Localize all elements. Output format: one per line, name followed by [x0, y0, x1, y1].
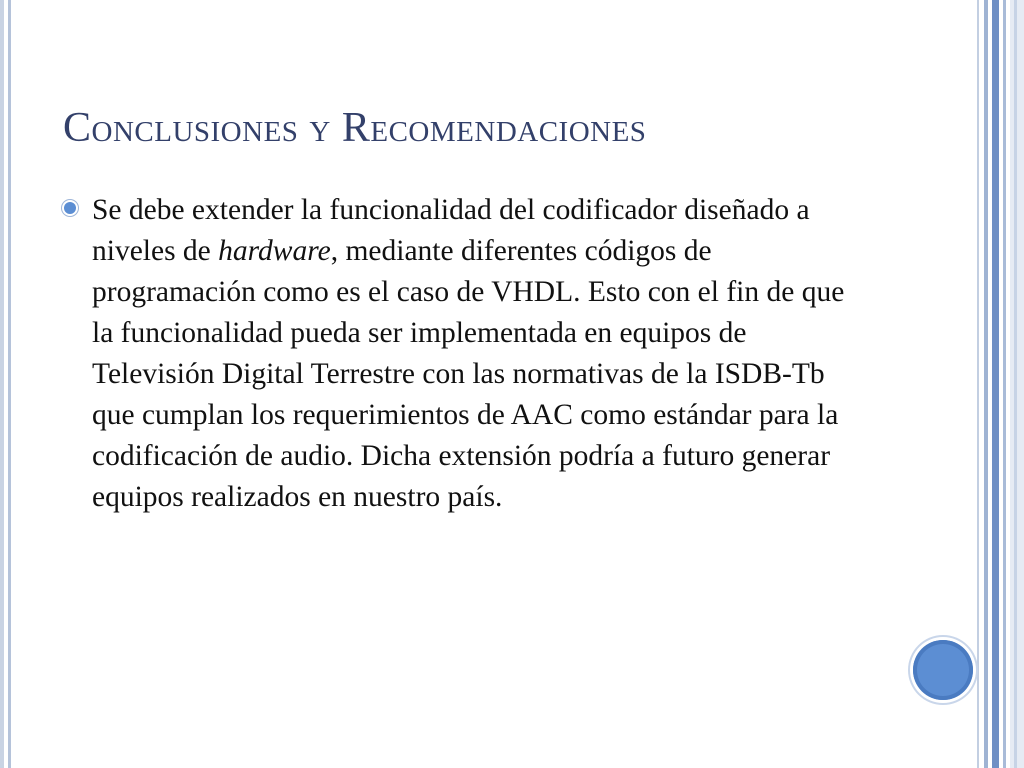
bullet-item	[64, 190, 864, 518]
right-decorative-band	[992, 0, 999, 768]
right-decorative-band	[1010, 0, 1024, 768]
right-decorative-band	[977, 0, 979, 768]
decorative-circle	[913, 640, 973, 700]
bullet-text-part: , mediante diferentes códigos de programación como es el caso de VHDL. Esto con el fin de que la funcionalidad pueda ser implementada en equipos de Televisión Digital Terrestre con las normativas de la ISDB-Tb que cumplan los requerimientos de AAC como estándar para la codificación de audio. Dicha extensión podría a futuro generar equipos realizados en nuestro país.	[92, 235, 845, 513]
bullet-text-italic: hardware	[218, 235, 331, 267]
bullet-list	[64, 190, 864, 518]
left-border-line	[8, 0, 11, 768]
slide-title: Conclusiones y Recomendaciones	[63, 105, 647, 151]
right-decorative-band	[1014, 0, 1017, 768]
bullet-dot-icon	[64, 202, 76, 214]
right-decorative-band	[1003, 0, 1006, 768]
right-decorative-band	[984, 0, 988, 768]
bullet-text-part: Se debe extender la funcionalidad del codificador diseñado a niveles de	[92, 194, 810, 267]
bullet-text	[92, 190, 864, 518]
left-border-line	[0, 0, 4, 768]
